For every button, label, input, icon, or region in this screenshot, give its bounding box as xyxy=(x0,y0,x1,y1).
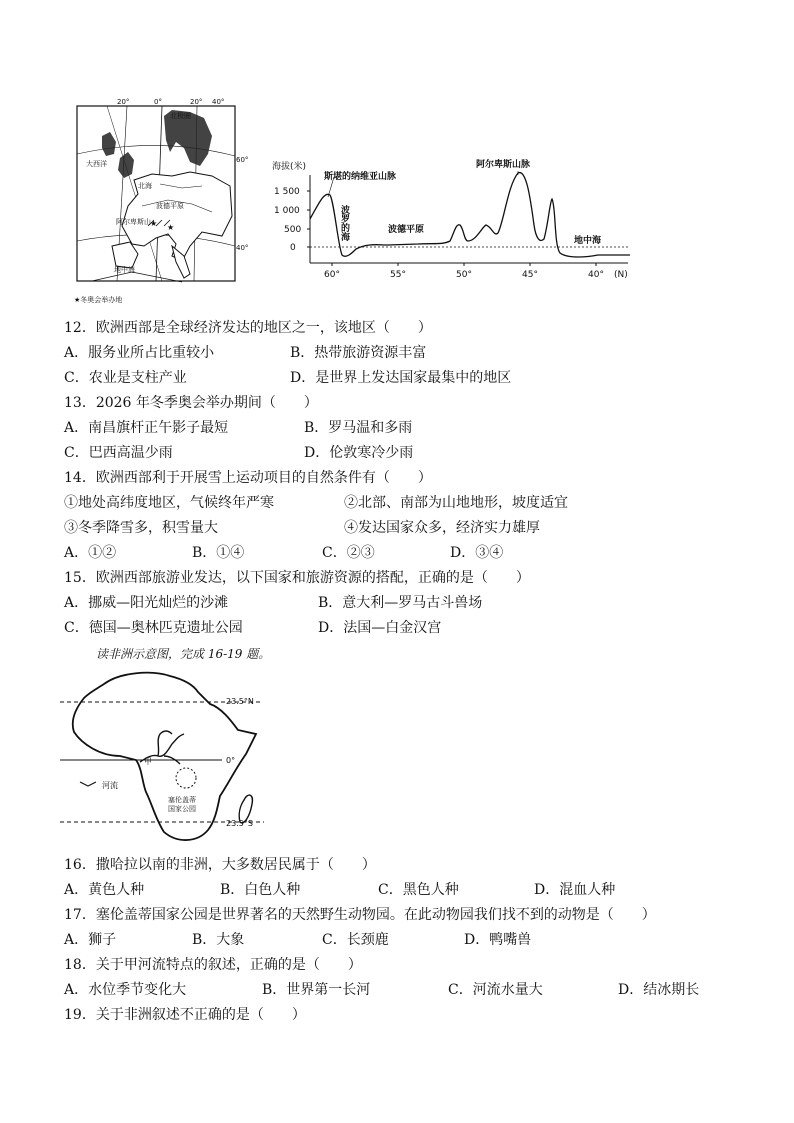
q13-option-b[interactable]: B．罗马温和多雨 xyxy=(304,420,413,436)
x-tick: 40° xyxy=(588,270,604,280)
africa-map xyxy=(60,664,300,854)
q14-statement-3: ③冬季降雪多，积雪量大 xyxy=(64,520,218,536)
tropic-s-label: 23.5°S xyxy=(226,819,253,828)
q13-stem: 13．2026 年冬季奥会举办期间（ ） xyxy=(64,395,318,411)
q17-stem: 17．塞伦盖蒂国家公园是世界著名的天然野生动物园。在此动物园我们找不到的动物是（ ） xyxy=(64,907,656,923)
x-tick: 45° xyxy=(522,270,538,280)
q14-option-b[interactable]: B．①④ xyxy=(192,545,245,561)
q14-statement-1: ①地处高纬度地区，气候终年严寒 xyxy=(64,495,274,511)
q16-option-d[interactable]: D．混血人种 xyxy=(534,882,616,898)
q16-option-b[interactable]: B．白色人种 xyxy=(220,882,301,898)
alps-profile-label: 阿尔卑斯山脉 xyxy=(476,160,531,170)
europe-lon-label: 20° xyxy=(190,98,203,106)
x-tick: (N) xyxy=(614,270,628,280)
europe-map-legend: ★冬奥会举办地 xyxy=(74,296,123,304)
q17-option-c[interactable]: C．长颈鹿 xyxy=(322,932,389,948)
q14-stem: 14．欧洲西部利于开展雪上运动项目的自然条件有（ ） xyxy=(64,470,432,486)
q16-option-c[interactable]: C．黑色人种 xyxy=(378,882,459,898)
q16-option-a[interactable]: A．黄色人种 xyxy=(64,882,145,898)
q12-option-d[interactable]: D．是世界上发达国家最集中的地区 xyxy=(290,370,512,386)
q15-stem: 15．欧洲西部旅游业发达，以下国家和旅游资源的搭配，正确的是（ ） xyxy=(64,570,530,586)
q19-stem: 19．关于非洲叙述不正确的是（ ） xyxy=(64,1007,306,1023)
q15-option-b[interactable]: B．意大利—罗马古斗兽场 xyxy=(318,595,483,611)
q15-option-d[interactable]: D．法国—白金汉宫 xyxy=(318,620,442,636)
q18-option-b[interactable]: B．世界第一长河 xyxy=(262,982,371,998)
q12-option-c[interactable]: C．农业是支柱产业 xyxy=(64,370,187,386)
scandinavian-mountains-label: 斯堪的纳维亚山脉 xyxy=(324,172,397,182)
river-legend-label: 河流 xyxy=(102,781,118,790)
q18-option-c[interactable]: C．河流水量大 xyxy=(448,982,543,998)
y-tick: 1 500 xyxy=(274,187,300,197)
x-tick: 50° xyxy=(456,270,472,280)
baltic-plain-label: 波德平原 xyxy=(156,202,184,210)
q14-option-d[interactable]: D．③④ xyxy=(450,545,504,561)
park-label-line2: 国家公园 xyxy=(168,805,196,813)
q12-option-a[interactable]: A．服务业所占比重较小 xyxy=(64,345,215,361)
atlantic-label: 大西洋 xyxy=(86,160,107,168)
intro-16-19: 读非洲示意图，完成 16-19 题。 xyxy=(96,647,271,661)
baltic-sea-label: 波罗的海 xyxy=(339,205,349,241)
equator-label: 0° xyxy=(226,756,236,765)
x-tick: 60° xyxy=(324,270,340,280)
europe-lat-label: 40° xyxy=(236,244,249,252)
q13-option-a[interactable]: A．南昌旗杆正午影子最短 xyxy=(64,420,229,436)
x-tick: 55° xyxy=(390,270,406,280)
q12-stem: 12．欧洲西部是全球经济发达的地区之一，该地区（ ） xyxy=(64,320,432,336)
q15-option-c[interactable]: C．德国—奥林匹克遗址公园 xyxy=(64,620,243,636)
polish-plain-label: 波德平原 xyxy=(388,225,425,235)
arctic-circle-label: 北极圈 xyxy=(170,112,191,120)
q15-option-a[interactable]: A．挪威—阳光灿烂的沙滩 xyxy=(64,595,229,611)
park-label-line1: 塞伦盖蒂 xyxy=(168,796,196,804)
q17-option-a[interactable]: A．狮子 xyxy=(64,932,117,948)
europe-lon-label: 20° xyxy=(117,98,130,106)
q13-option-d[interactable]: D．伦敦寒冷少雨 xyxy=(304,445,414,461)
q14-option-c[interactable]: C．②③ xyxy=(322,545,375,561)
y-axis-title: 海拔(米) xyxy=(272,162,307,172)
y-tick: 1 000 xyxy=(274,206,300,216)
q17-option-d[interactable]: D．鸭嘴兽 xyxy=(464,932,532,948)
y-tick: 500 xyxy=(284,225,302,235)
svg-text:★: ★ xyxy=(167,223,175,232)
mediterranean-label: 地中海 xyxy=(114,266,135,274)
q14-statement-4: ④发达国家众多，经济实力雄厚 xyxy=(344,520,540,536)
q13-option-c[interactable]: C．巴西高温少雨 xyxy=(64,445,173,461)
q14-option-a[interactable]: A．①② xyxy=(64,545,117,561)
svg-text:★: ★ xyxy=(150,219,158,228)
q14-statement-2: ②北部、南部为山地地形，坡度适宜 xyxy=(344,495,568,511)
q17-option-b[interactable]: B．大象 xyxy=(192,932,245,948)
q18-option-a[interactable]: A．水位季节变化大 xyxy=(64,982,187,998)
jia-label: 甲 xyxy=(144,757,152,766)
mediterranean-profile-label: 地中海 xyxy=(574,236,602,246)
tropic-n-label: 23.5°N xyxy=(226,697,254,706)
q18-option-d[interactable]: D．结冰期长 xyxy=(618,982,700,998)
europe-lon-label: 0° xyxy=(154,98,162,106)
europe-lon-label: 40° xyxy=(212,98,225,106)
terrain-profile xyxy=(268,155,648,285)
q16-stem: 16．撒哈拉以南的非洲，大多数居民属于（ ） xyxy=(64,857,376,873)
europe-map xyxy=(72,96,249,306)
y-tick: 0 xyxy=(290,243,296,253)
alps-label: 阿尔卑斯山 xyxy=(116,218,151,226)
europe-lat-label: 60° xyxy=(236,156,249,164)
q12-option-b[interactable]: B．热带旅游资源丰富 xyxy=(290,345,427,361)
north-sea-label: 北海 xyxy=(138,182,152,190)
q18-stem: 18．关于甲河流特点的叙述，正确的是（ ） xyxy=(64,957,362,973)
